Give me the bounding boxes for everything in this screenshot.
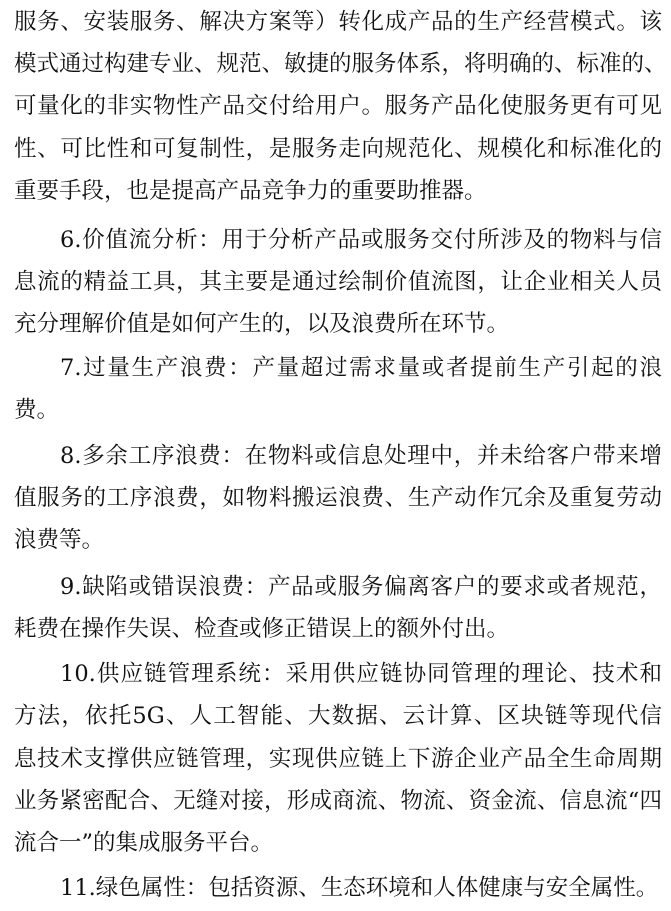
text-line: 浪费等。 [14,527,105,553]
text-line: 充分理解价值是如何产生的，以及浪费所在环节。 [14,311,510,337]
text-line: 可量化的非实物性产品交付给用户。服务产品化使服务更有可见 [14,93,662,119]
text-line: 费。 [14,397,60,423]
text-line: 服务、安装服务、解决方案等）转化成产品的生产经营模式。该 [14,9,662,35]
text-line: 模式通过构建专业、规范、敏捷的服务体系，将明确的、标准的、 [14,51,667,77]
paragraph-8-heading-line: 8.多余工序浪费：在物料或信息处理中，并未给客户带来增 [60,443,662,469]
text-line: 值服务的工序浪费，如物料搬运浪费、生产动作冗余及重复劳动 [14,485,662,511]
text-line: 息流的精益工具，其主要是通过绘制价值流图，让企业相关人员 [14,269,662,295]
paragraph-10-heading-line: 10.供应链管理系统：采用供应链协同管理的理论、技术和 [60,661,662,687]
paragraph-6-heading-line: 6.价值流分析：用于分析产品或服务交付所涉及的物料与信 [60,227,662,253]
text-line: 流合一”的集成服务平台。 [14,830,274,856]
paragraph-11-heading-line: 11.绿色属性：包括资源、生态环境和人体健康与安全属性。 [60,875,659,901]
text-line: 耗费在操作失误、检查或修正错误上的额外付出。 [14,616,510,642]
paragraph-9-heading-line: 9.缺陷或错误浪费：产品或服务偏离客户的要求或者规范， [60,574,662,600]
text-line: 重要手段，也是提高产品竞争力的重要助推器。 [14,178,487,204]
text-line: 方法，依托5G、人工智能、大数据、云计算、区块链等现代信 [14,703,662,729]
paragraph-7-heading-line: 7.过量生产浪费：产量超过需求量或者提前生产引起的浪 [60,355,662,381]
text-line: 息技术支撑供应链管理，实现供应链上下游企业产品全生命周期 [14,746,662,772]
text-line: 性、可比性和可复制性，是服务走向规范化、规模化和标准化的 [14,136,662,162]
text-line: 业务紧密配合、无缝对接，形成商流、物流、资金流、信息流“四 [14,788,662,814]
